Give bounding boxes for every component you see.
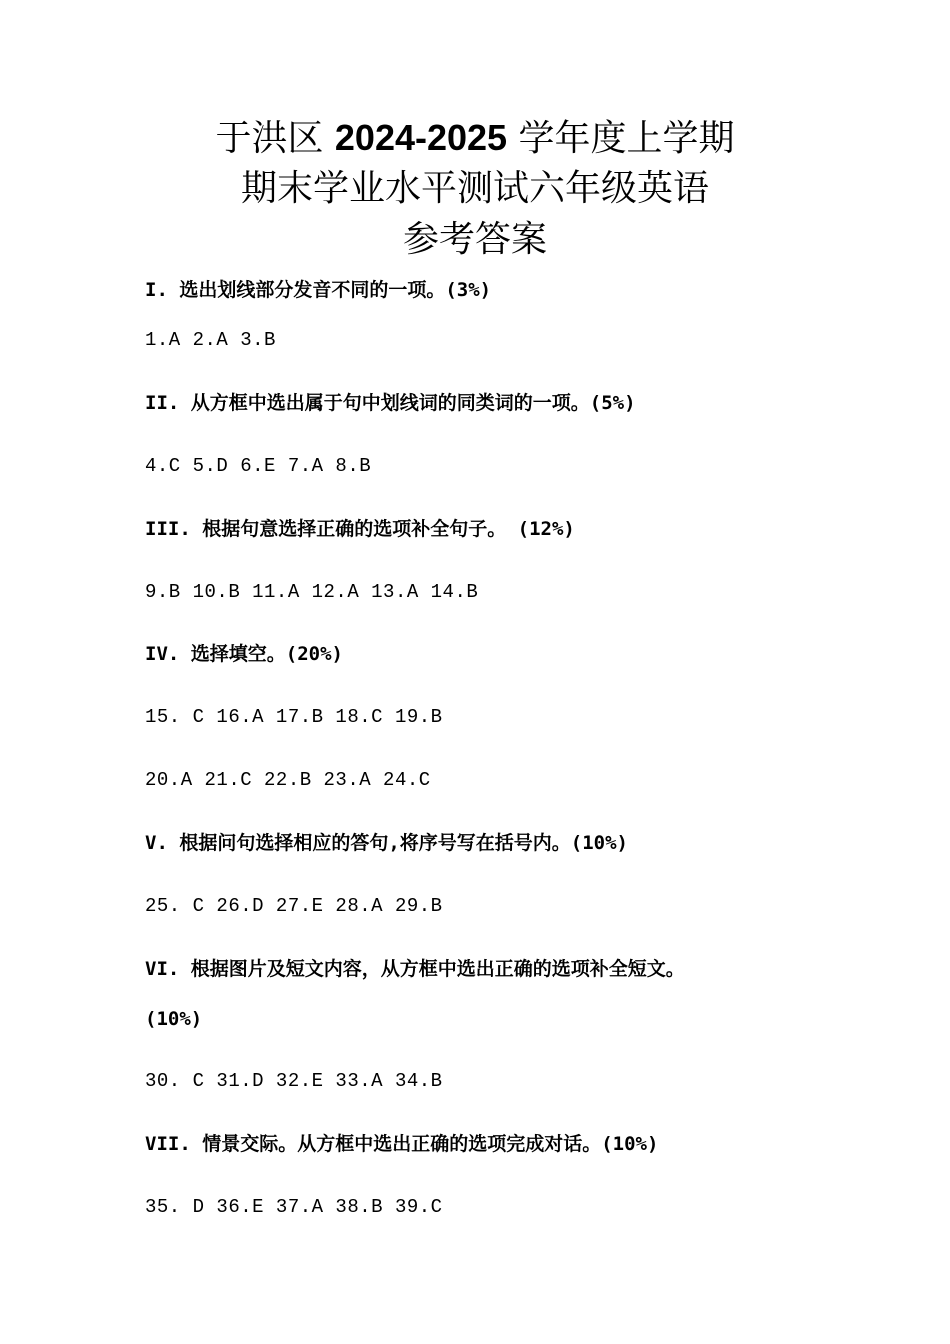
title-year: 2024-2025 [334,117,508,158]
section-4-answers-row-2: 20.A 21.C 22.B 23.A 24.C [145,769,431,791]
section-5-answers: 25. C 26.D 27.E 28.A 29.B [145,895,443,917]
section-1-answers: 1.A 2.A 3.B [145,329,276,351]
title-suffix: 学年度上学期 [507,118,735,159]
section-4-heading: IV. 选择填空。(20%) [145,643,343,665]
section-7-answers: 35. D 36.E 37.A 38.B 39.C [145,1196,443,1218]
section-4-answers-row-1: 15. C 16.A 17.B 18.C 19.B [145,706,443,728]
section-3-answers: 9.B 10.B 11.A 12.A 13.A 14.B [145,581,479,603]
title-line-1 [0,116,950,161]
section-1-heading: I. 选出划线部分发音不同的一项。(3%) [145,279,492,301]
section-5-heading: V. 根据问句选择相应的答句,将序号写在括号内。(10%) [145,832,628,854]
section-2-answers: 4.C 5.D 6.E 7.A 8.B [145,455,372,477]
title-line-2: 期末学业水平测试六年级英语 [240,168,709,209]
section-3-heading: III. 根据句意选择正确的选项补全句子。 (12%) [145,518,575,540]
section-6-heading: VI. 根据图片及短文内容，从方框中选出正确的选项补全短文。 [145,958,685,980]
title-prefix: 于洪区 [215,118,335,159]
section-6-heading-continued: (10%) [145,1008,203,1030]
section-6-answers: 30. C 31.D 32.E 33.A 34.B [145,1070,443,1092]
section-7-heading: VII. 情景交际。从方框中选出正确的选项完成对话。(10%) [145,1133,659,1155]
section-2-heading: II. 从方框中选出属于句中划线词的同类词的一项。(5%) [145,392,636,414]
title-line-3: 参考答案 [402,219,547,260]
